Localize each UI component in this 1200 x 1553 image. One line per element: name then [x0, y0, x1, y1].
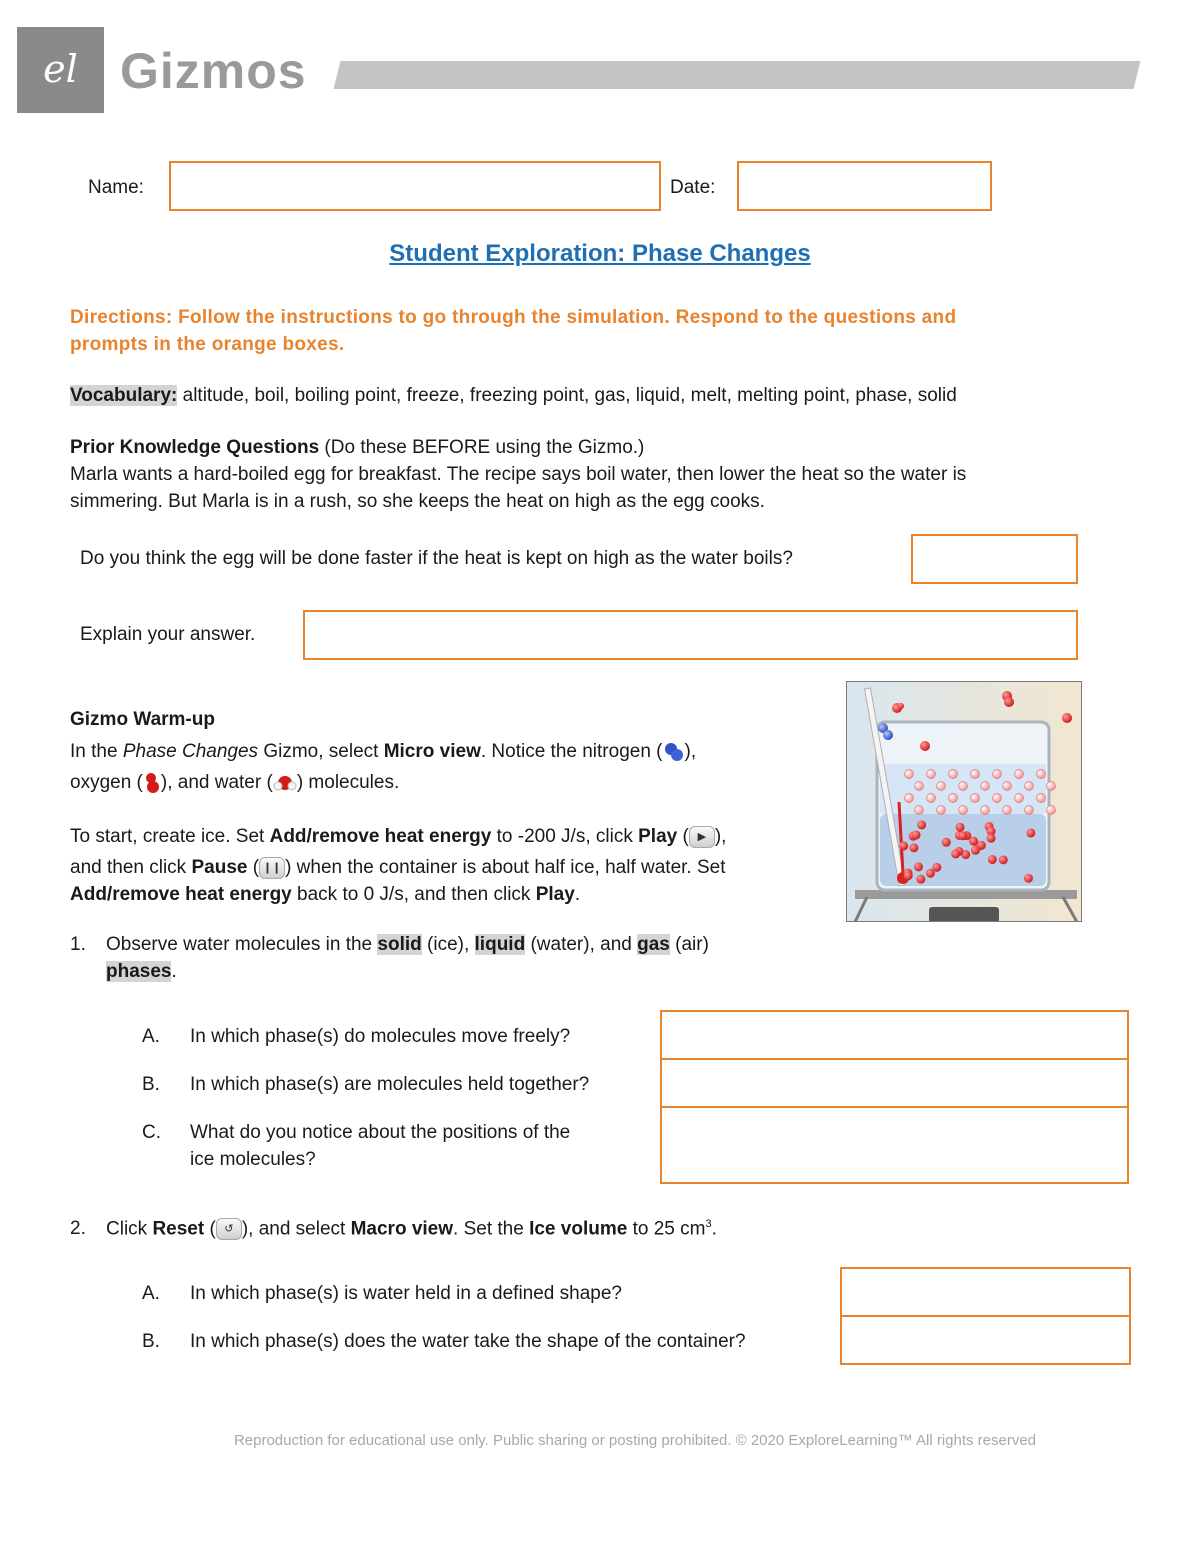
vocabulary-label: Vocabulary: [70, 385, 178, 406]
q2a-answer-field[interactable] [840, 1267, 1131, 1317]
prior-text-line: Marla wants a hard-boiled egg for breakfast. The recipe says boil water, then lower the heat so the water is [70, 464, 967, 485]
q1a-answer-field[interactable] [660, 1010, 1129, 1060]
nitrogen-molecule-icon [663, 741, 685, 763]
logo-text: el [43, 47, 78, 91]
prior-heading-note: (Do these BEFORE using the Gizmo.) [319, 437, 645, 458]
prior-heading: Prior Knowledge Questions [70, 437, 320, 458]
q2b-answer-field[interactable] [840, 1315, 1131, 1365]
q1-item-c-text: What do you notice about the positions of the [190, 1122, 571, 1143]
q1-item-a-text: In which phase(s) do molecules move freely? [190, 1026, 571, 1047]
egg-answer-field[interactable] [911, 534, 1078, 584]
directions-line: Directions: Follow the instructions to go through the simulation. Respond to the questions and [70, 307, 957, 328]
question-2-text: Click Reset ( ↺ ), and select Macro view. Set the Ice volume to 25 $cm^3$. [106, 1218, 717, 1240]
q1-item-c-text-cont: ice molecules? [190, 1149, 316, 1170]
q1-item-b-text: In which phase(s) are molecules held together? [190, 1074, 590, 1095]
q2-item-letter: B. [142, 1331, 160, 1352]
footer-copyright: Reproduction for educational use only. Public sharing or posting prohibited. © 2020 ExploreLearning™ All rights reserved [233, 1432, 1037, 1449]
vocabulary-text: altitude, boil, boiling point, freeze, freezing point, gas, liquid, melt, melting point, phase, solid [177, 385, 957, 406]
date-label: Date: [670, 177, 716, 198]
directions-line: prompts in the orange boxes. [70, 334, 345, 355]
q1-item-letter: C. [142, 1122, 161, 1143]
question-2-number: 2. [70, 1218, 86, 1239]
name-field[interactable] [169, 161, 661, 211]
warmup-paragraph-1-cont: oxygen ( ), and water ( ) molecules. [70, 772, 400, 794]
q1-item-letter: A. [142, 1026, 160, 1047]
warmup-paragraph-2-end: Add/remove heat energy back to 0 J/s, and then click Play. [70, 884, 581, 905]
q1-item-letter: B. [142, 1074, 160, 1095]
warmup-paragraph-2: To start, create ice. Set Add/remove heat energy to -200 J/s, click Play ( ▶ ), [70, 826, 727, 848]
warmup-paragraph-2-cont: and then click Pause ( ❙❙ ) when the container is about half ice, half water. Set [70, 857, 726, 879]
prior-text-line: simmering. But Marla is in a rush, so she keeps the heat on high as the egg cooks. [70, 491, 765, 512]
phase-changes-simulation-image [846, 681, 1082, 922]
question-1-text: Observe water molecules in the solid (ice), liquid (water), and gas (air) [106, 934, 709, 955]
explain-answer-field[interactable] [303, 610, 1078, 660]
date-field[interactable] [737, 161, 992, 211]
brand-name: Gizmos [120, 43, 307, 99]
warmup-heading: Gizmo Warm-up [70, 709, 215, 730]
pause-icon: ❙❙ [259, 857, 285, 879]
egg-question: Do you think the egg will be done faster if the heat is kept on high as the water boils? [80, 548, 793, 569]
warmup-paragraph-1: In the Phase Changes Gizmo, select Micro view. Notice the nitrogen ( ), [70, 741, 697, 763]
explain-label: Explain your answer. [80, 624, 256, 645]
vocabulary [70, 385, 957, 407]
q1c-answer-field[interactable] [660, 1106, 1129, 1184]
q1b-answer-field[interactable] [660, 1058, 1129, 1108]
name-label: Name: [88, 177, 144, 198]
directions [70, 304, 1080, 358]
play-icon: ▶ [689, 826, 715, 848]
header-bar [334, 61, 1141, 89]
question-1-number: 1. [70, 934, 86, 955]
water-molecule-icon [273, 772, 297, 794]
question-1-text-cont: phases. [106, 961, 177, 982]
oxygen-molecule-icon [143, 772, 161, 794]
q2-item-a-text: In which phase(s) is water held in a defined shape? [190, 1283, 622, 1304]
gizmos-logo-icon [17, 27, 104, 113]
prior-knowledge-heading [70, 437, 644, 459]
page-title: Student Exploration: Phase Changes [389, 240, 811, 267]
reset-icon: ↺ [216, 1218, 242, 1240]
q2-item-b-text: In which phase(s) does the water take the shape of the container? [190, 1331, 746, 1352]
q2-item-letter: A. [142, 1283, 160, 1304]
